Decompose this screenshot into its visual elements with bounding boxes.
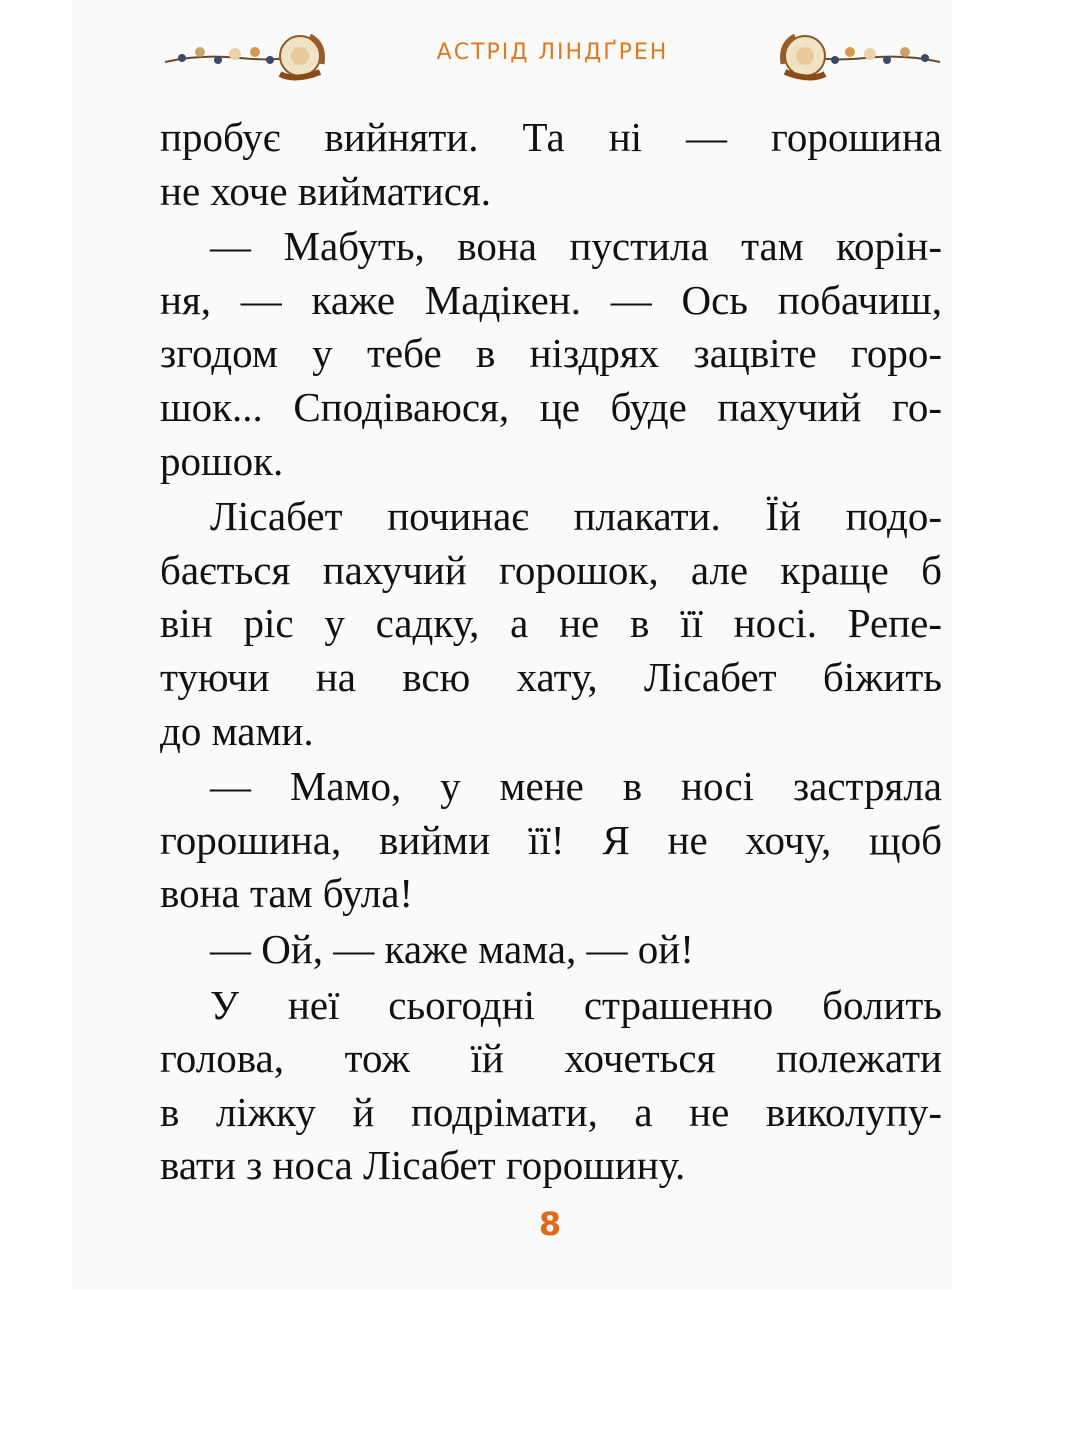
page-number: 8 <box>538 1205 562 1243</box>
text-line: не хоче вийматися. <box>160 167 492 214</box>
story-text <box>160 111 942 1193</box>
paragraph <box>160 923 942 977</box>
paragraph <box>160 979 942 1193</box>
text-line: в ліжку й подрімати, а не виколупу- <box>160 1088 942 1135</box>
text-line: У неї сьогодні страшенно болить <box>210 981 942 1028</box>
text-line: вати з носа Лісабет горошину. <box>160 1142 686 1189</box>
text-line: — Ой, — каже мама, — ой! <box>210 925 694 972</box>
running-head-author: АСТРІД ЛІНДҐРЕН <box>436 40 669 65</box>
text-line: бається пахучий горошок, але краще б <box>160 546 942 593</box>
text-line: рошок. <box>160 437 284 484</box>
paragraph <box>160 490 942 758</box>
text-line: шок... Сподіваюся, це буде пахучий го- <box>160 383 942 430</box>
text-line: до мами. <box>160 707 314 754</box>
text-line: туючи на всю хату, Лісабет біжить <box>160 653 942 700</box>
floral-ornament-icon <box>775 24 945 84</box>
paragraph <box>160 111 942 218</box>
text-line: згодом у тебе в ніздрях зацвіте горо- <box>160 330 942 377</box>
text-line: горошина, вийми її! Я не хочу, щоб <box>160 816 942 863</box>
text-line: він ріс у садку, а не в її носі. Репе- <box>160 600 942 647</box>
floral-ornament-icon <box>160 24 330 84</box>
text-line: — Мабуть, вона пустила там корін- <box>210 223 942 270</box>
paragraph <box>160 760 942 921</box>
text-line: голова, тож їй хочеться полежати <box>160 1035 942 1082</box>
text-line: пробує вийняти. Та ні — горошина <box>160 114 942 160</box>
page-header <box>0 14 1080 84</box>
text-line: Лісабет починає плакати. Їй подо- <box>210 493 942 540</box>
paragraph <box>160 220 942 488</box>
text-line: ня, — каже Мадікен. — Ось побачиш, <box>160 276 942 323</box>
text-line: вона там була! <box>160 870 414 917</box>
text-line: — Мамо, у мене в носі застряла <box>210 763 942 810</box>
